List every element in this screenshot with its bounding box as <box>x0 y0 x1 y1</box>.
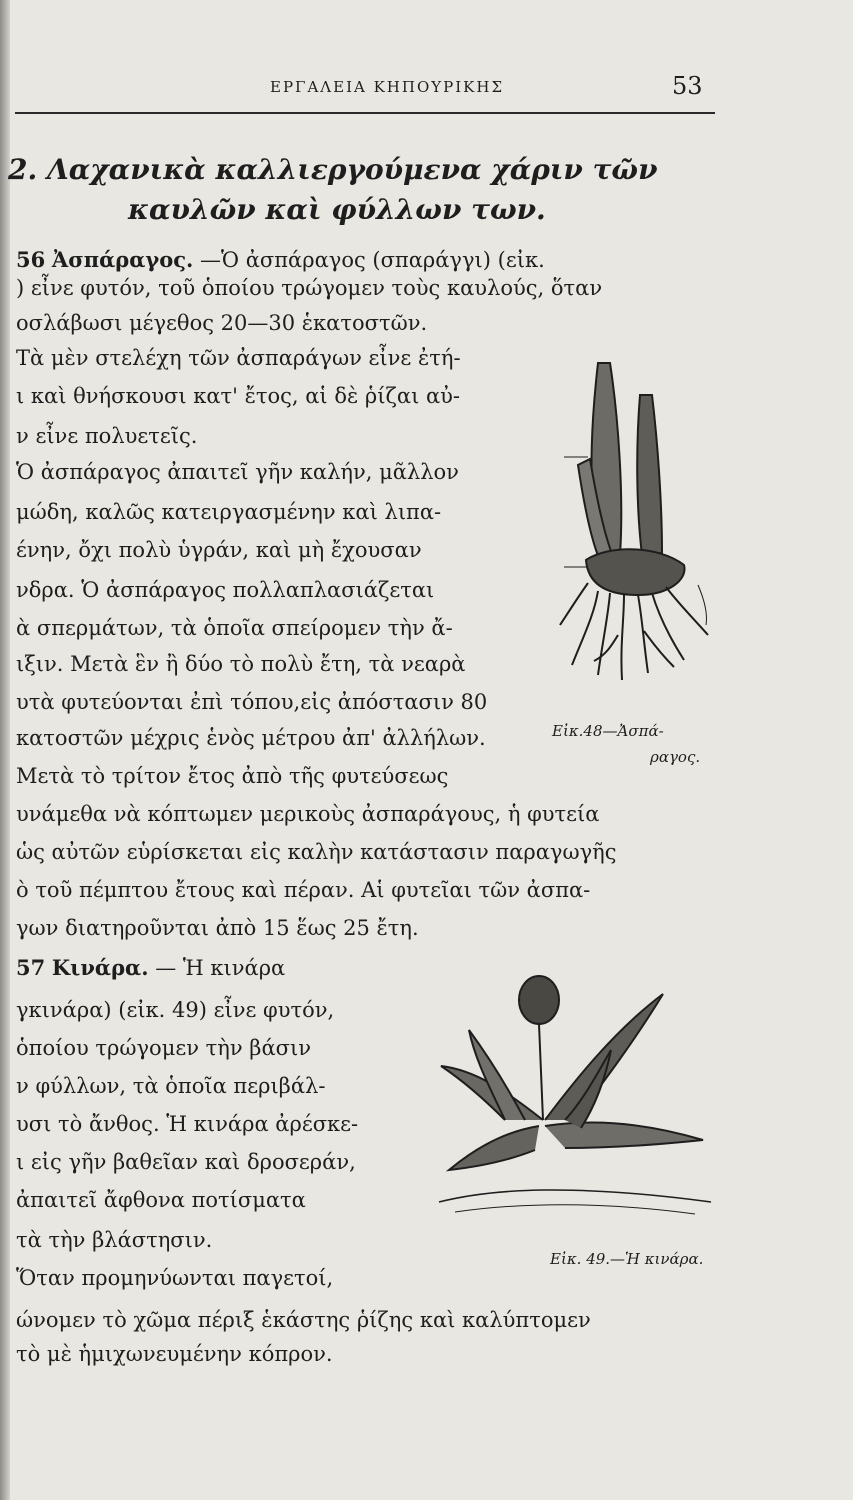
artichoke-line: τὰ τὴν βλάστησιν. <box>16 1228 213 1252</box>
artichoke-entry-number: 57 <box>16 955 46 980</box>
asparagus-figure-caption: Εἰκ.48—Ἀσπά- <box>552 722 664 740</box>
asparagus-line: μώδη, καλῶς κατειργασμένην καὶ λιπα- <box>16 500 442 524</box>
artichoke-line: ὁποίου τρώγομεν τὴν βάσιν <box>16 1036 311 1060</box>
section-title-line-1: 2. Λαχανικὰ καλλιεργούμενα χάριν τῶν <box>8 153 658 186</box>
header-rule <box>15 112 715 114</box>
artichoke-illustration <box>435 970 715 1220</box>
artichoke-line: ν φύλλων, τὰ ὁποῖα περιβάλ- <box>16 1074 326 1098</box>
asparagus-line: Τὰ μὲν στελέχη τῶν ἀσπαράγων εἶνε ἐτή- <box>16 346 461 370</box>
artichoke-entry-title: Κινάρα. <box>51 955 149 980</box>
asparagus-line: οσλάβωσι μέγεθος 20—30 ἑκατοστῶν. <box>16 311 428 335</box>
artichoke-figure-caption: Εἰκ. 49.—Ἡ κινάρα. <box>550 1250 704 1268</box>
artichoke-line: ἀπαιτεῖ ἄφθονα ποτίσματα <box>16 1188 306 1212</box>
asparagus-line: υτὰ φυτεύονται ἐπὶ τόπου,εἰς ἀπόστασιν 80 <box>16 690 488 714</box>
asparagus-line: νδρα. Ὁ ἀσπάραγος πολλαπλασιάζεται <box>16 578 435 602</box>
asparagus-line: ὡς αὐτῶν εὑρίσκεται εἰς καλὴν κατάστασιν παραγωγῆς <box>16 840 617 864</box>
asparagus-line: ὸ τοῦ πέμπτου ἔτους καὶ πέραν. Αἱ φυτεῖαι τῶν ἀσπα- <box>16 878 591 902</box>
artichoke-line: ι εἰς γῆν βαθεῖαν καὶ δροσεράν, <box>16 1150 356 1174</box>
asparagus-line: υνάμεθα νὰ κόπτωμεν μερικοὺς ἀσπαράγους, ἡ φυτεία <box>16 802 600 826</box>
artichoke-line: γκινάρα) (εἰκ. 49) εἶνε φυτόν, <box>16 998 335 1022</box>
asparagus-entry-number: 56 <box>16 247 46 272</box>
asparagus-line: ) εἶνε φυτόν, τοῦ ὁποίου τρώγομεν τοὺς καυλούς, ὅταν <box>16 276 603 300</box>
asparagus-line: γων διατηροῦνται ἀπὸ 15 ἕως 25 ἔτη. <box>16 916 419 940</box>
asparagus-entry-title: Ἀσπάραγος. <box>51 247 194 272</box>
artichoke-line: υσι τὸ ἄνθος. Ἡ κινάρα ἀρέσκε- <box>16 1112 359 1136</box>
artichoke-line: — Ἡ κινάρα <box>155 956 286 980</box>
section-title-line-2: καυλῶν καὶ φύλλων των. <box>128 193 546 226</box>
artichoke-entry-heading <box>16 954 285 982</box>
asparagus-line: Μετὰ τὸ τρίτον ἔτος ἀπὸ τῆς φυτεύσεως <box>16 764 449 788</box>
artichoke-line: Ὅταν προμηνύωνται παγετοί, <box>16 1266 334 1290</box>
running-head: ΕΡΓΑΛΕΙΑ ΚΗΠΟΥΡΙΚΗΣ <box>270 78 505 96</box>
asparagus-figure-caption-continued: ραγος. <box>650 748 701 766</box>
artichoke-line: ώνομεν τὸ χῶμα πέριξ ἑκάστης ῥίζης καὶ καλύπτομεν <box>16 1308 591 1332</box>
asparagus-line: ένην, ὄχι πολὺ ὑγράν, καὶ μὴ ἔχουσαν <box>16 538 422 562</box>
section-title <box>8 150 728 230</box>
asparagus-entry-heading <box>16 246 545 274</box>
asparagus-illustration <box>558 355 723 690</box>
asparagus-line: ιξιν. Μετὰ ἓν ἢ δύο τὸ πολὺ ἔτη, τὰ νεαρὰ <box>16 652 466 676</box>
page-number: 53 <box>672 72 703 100</box>
asparagus-line: κατοστῶν μέχρις ἑνὸς μέτρου ἀπ' ἀλλήλων. <box>16 726 486 750</box>
artichoke-line: τὸ μὲ ἡμιχωνευμένην κόπρον. <box>16 1342 333 1366</box>
asparagus-line: ὰ σπερμάτων, τὰ ὁποῖα σπείρομεν τὴν ἄ- <box>16 616 453 640</box>
asparagus-line: —Ὁ ἀσπάραγος (σπαράγγι) (εἰκ. <box>200 248 545 272</box>
asparagus-line: Ὁ ἀσπάραγος ἀπαιτεῖ γῆν καλήν, μᾶλλον <box>16 460 459 484</box>
asparagus-line: ι καὶ θνήσκουσι κατ' ἔτος, αἱ δὲ ῥίζαι αὐ- <box>16 384 461 408</box>
asparagus-line: ν εἶνε πολυετεῖς. <box>16 424 198 448</box>
